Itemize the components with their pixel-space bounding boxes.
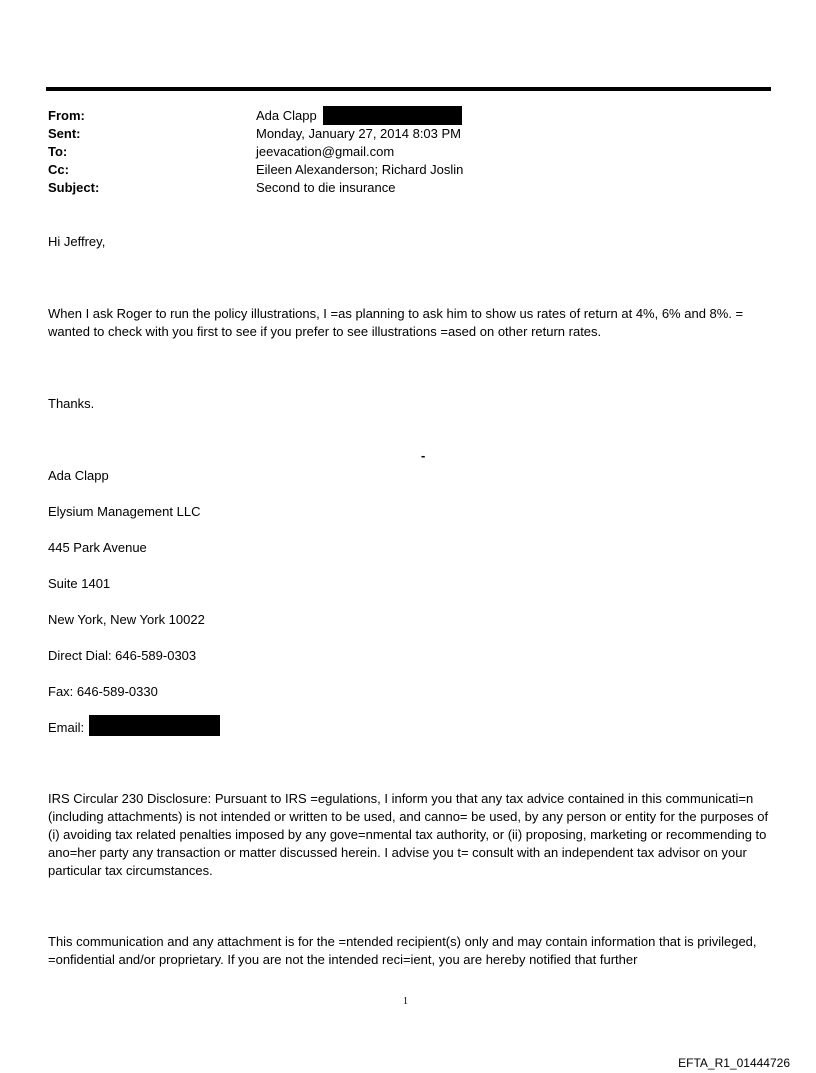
cc-value: Eileen Alexanderson; Richard Joslin bbox=[256, 162, 464, 177]
subject-label: Subject: bbox=[48, 180, 100, 195]
from-value: Ada Clapp bbox=[256, 108, 317, 123]
to-value: jeevacation@gmail.com bbox=[256, 144, 395, 159]
sent-label: Sent: bbox=[48, 126, 81, 141]
body-paragraph: When I ask Roger to run the policy illustrations, I =as planning to ask him to show us rates of return at 4%, 6% and 8%. = wanted to check with you first to see if you prefer to see illustrations =ased on other return rates. bbox=[48, 306, 744, 339]
separator-dash: - bbox=[421, 448, 426, 463]
signature-city: New York, New York 10022 bbox=[48, 612, 205, 627]
from-label: From: bbox=[48, 108, 85, 123]
irs-disclaimer: IRS Circular 230 Disclosure: Pursuant to IRS =egulations, I inform you that any tax advice contained in this communicati=n (including attachments) is not intended or written to be used, and canno= be used, by any person or entity for the purposes of (i) avoiding tax related penalties imposed by any gove=nmental tax authority, or (ii) proposing, marketing or recommending to ano=her party any transaction or matter discussed herein. I advise you t= consult with an independent tax advisor on your particular tax circumstances. bbox=[48, 791, 769, 878]
sent-value: Monday, January 27, 2014 8:03 PM bbox=[256, 126, 461, 141]
signature-company: Elysium Management LLC bbox=[48, 504, 201, 519]
header-rule bbox=[46, 87, 771, 91]
to-label: To: bbox=[48, 144, 68, 159]
redaction-signature-email bbox=[89, 715, 220, 736]
closing: Thanks. bbox=[48, 396, 95, 411]
signature-address1: 445 Park Avenue bbox=[48, 540, 147, 555]
bates-number: EFTA_R1_01444726 bbox=[678, 1056, 790, 1070]
cc-label: Cc: bbox=[48, 162, 69, 177]
greeting: Hi Jeffrey, bbox=[48, 234, 106, 249]
subject-value: Second to die insurance bbox=[256, 180, 396, 195]
signature-name: Ada Clapp bbox=[48, 468, 109, 483]
signature-address2: Suite 1401 bbox=[48, 576, 111, 591]
signature-fax: Fax: 646-589-0330 bbox=[48, 684, 158, 699]
confidentiality-notice: This communication and any attachment is for the =ntended recipient(s) only and may contain information that is privileged, =onfidential and/or proprietary. If you are not the intended reci=ient, you are hereby notified that further bbox=[48, 934, 757, 967]
signature-direct-dial: Direct Dial: 646-589-0303 bbox=[48, 648, 197, 663]
page-number: 1 bbox=[403, 996, 408, 1007]
redaction-from-email bbox=[323, 106, 462, 125]
signature-email-label: Email: bbox=[48, 720, 85, 735]
